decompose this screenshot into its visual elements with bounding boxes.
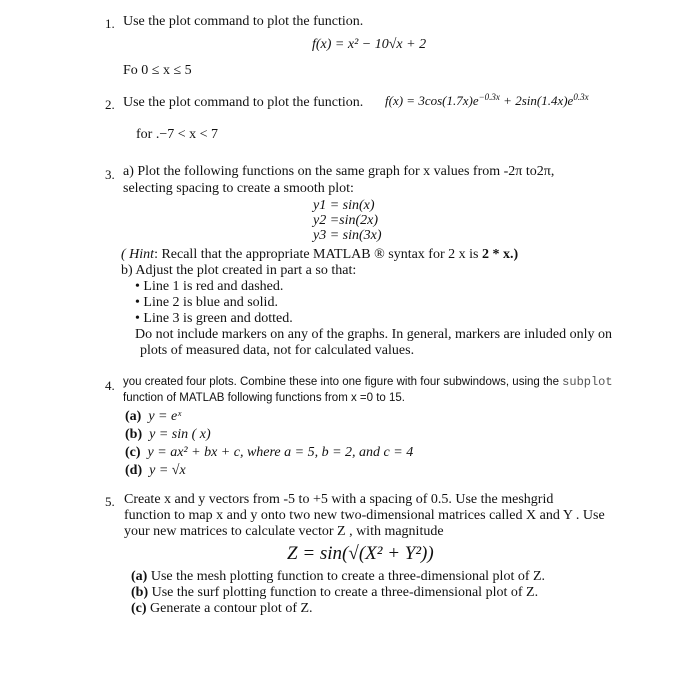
q1-text: Use the plot command to plot the function.	[123, 14, 364, 29]
q5-line3: your new matrices to calculate vector Z , with magnitude	[124, 524, 444, 539]
q4-item-d: (d) y = √x	[125, 463, 186, 478]
q3-note-1: Do not include markers on any of the graphs. In general, markers are inluded only on	[135, 327, 613, 342]
q2-equation: $f(x) = 3\cos(1.7x)e^{-0.3x} + 2\sin(1.4x)e^{0.3x}$	[385, 92, 589, 108]
q5-part-b: (b) Use the surf plotting function to create a three-dimensional plot of Z.	[131, 585, 539, 600]
q2-exponent-1: −0.3x	[478, 92, 500, 102]
q1-range: Fo 0 ≤ x ≤ 5	[123, 63, 192, 78]
q3-bullet-3: • Line 3 is green and dotted.	[135, 311, 293, 326]
q4-item-c: (c) y = ax² + bx + c, where a = 5, b = 2, and c = 4	[125, 445, 414, 460]
q3-hint: ( Hint: Recall that the appropriate MATLAB ® syntax for 2 x is 2 * x.)	[121, 247, 519, 262]
q4-item-b: (b) y = sin ( x)	[125, 427, 211, 442]
q3-bullet-2: • Line 2 is blue and solid.	[135, 295, 278, 310]
q1-number: 1.	[105, 16, 115, 31]
q5-part-a: (a) Use the mesh plotting function to create a three-dimensional plot of Z.	[131, 569, 546, 584]
q2-text: Use the plot command to plot the function.	[123, 95, 364, 110]
q5-number: 5.	[105, 494, 115, 509]
q4-line2: function of MATLAB following functions from x =0 to 15.	[123, 392, 405, 404]
q3-y3: y3 = sin(3x)	[313, 228, 382, 243]
q3-bullet-1: • Line 1 is red and dashed.	[135, 279, 284, 294]
q3-line1: a) Plot the following functions on the same graph for x values from -2π to2π,	[123, 164, 555, 179]
q2-exponent-2: 0.3x	[573, 92, 589, 102]
q3-note-2: plots of measured data, not for calculated values.	[140, 343, 415, 358]
q5-equation: Z = sin(√(X² + Y²))	[287, 543, 434, 564]
q3-y2: y2 =sin(2x)	[313, 213, 379, 228]
q3-y1: y1 = sin(x)	[313, 198, 375, 213]
q1-equation: f(x) = x² − 10√x + 2	[312, 37, 427, 52]
q3-number: 3.	[105, 167, 115, 182]
q4-line1: you created four plots. Combine these into one figure with four subwindows, using the subplot	[123, 375, 613, 389]
q4-item-a: (a) y = eˣ	[125, 409, 182, 424]
q5-part-c: (c) Generate a contour plot of Z.	[131, 601, 313, 616]
q5-line2: function to map x and y onto two new two-dimensional matrices called X and Y . Use	[124, 508, 605, 523]
q5-line1: Create x and y vectors from -5 to +5 with a spacing of 0.5. Use the meshgrid	[124, 492, 554, 507]
q2-range: for .−7 < x < 7	[136, 127, 219, 142]
q4-number: 4.	[105, 378, 115, 393]
q2-number: 2.	[105, 97, 115, 112]
q3-part-b: b) Adjust the plot created in part a so that:	[121, 263, 357, 278]
q3-line2: selecting spacing to create a smooth plot:	[123, 181, 354, 196]
